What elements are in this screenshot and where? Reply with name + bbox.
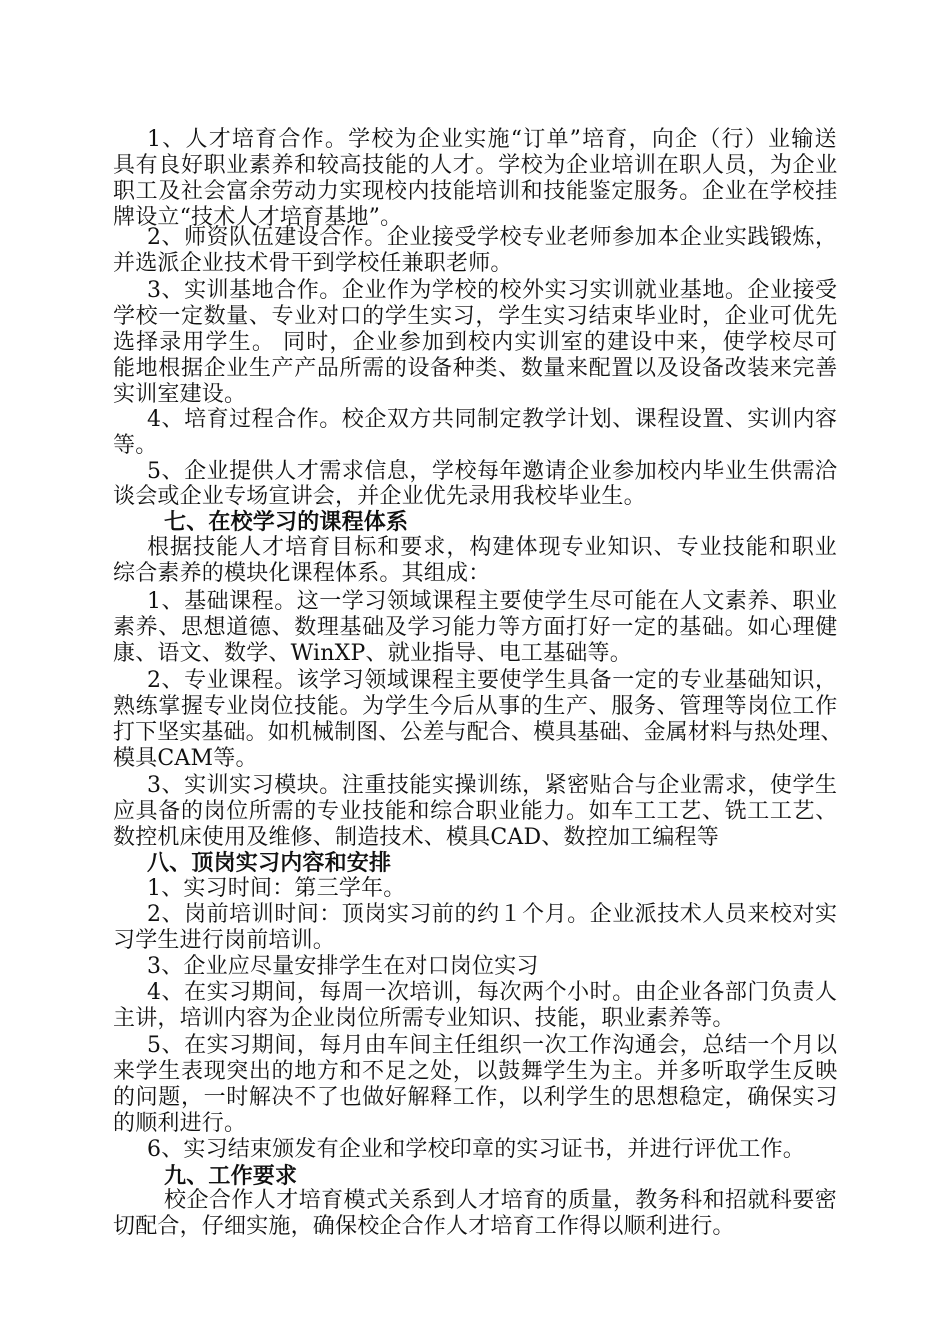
text-line: 应具备的岗位所需的专业技能和综合职业能力。如车工工艺、铣工工艺、 xyxy=(113,799,838,824)
text-line: 的问题，一时解决不了也做好解释工作，以利学生的思想稳定，确保实习 xyxy=(113,1085,838,1110)
text-line: 3、实训基地合作。企业作为学校的校外实习实训就业基地。企业接受 xyxy=(147,278,838,303)
text-line: 5、企业提供人才需求信息，学校每年邀请企业参加校内毕业生供需洽 xyxy=(147,459,838,484)
text-line: 打下坚实基础。如机械制图、公差与配合、模具基础、金属材料与热处理、 xyxy=(113,720,843,745)
text-line: 主讲，培训内容为企业岗位所需专业知识、技能，职业素养等。 xyxy=(113,1006,735,1031)
text-line: 能地根据企业生产产品所需的设备种类、数量来配置以及设备改装来完善 xyxy=(113,356,838,381)
text-line: 综合素养的模块化课程体系。其组成： xyxy=(113,561,491,586)
text-line: 学校一定数量、专业对口的学生实习，学生实习结束毕业时，企业可优先 xyxy=(113,304,838,329)
text-line: 1、人才培育合作。学校为企业实施“订单”培育，向企（行）业输送 xyxy=(147,127,838,152)
text-line: 校企合作人才培育模式关系到人才培育的质量，教务科和招就科要密 xyxy=(164,1188,838,1213)
text-line: 并选派企业技术骨干到学校任兼职老师。 xyxy=(113,251,513,276)
text-line: 3、实训实习模块。注重技能实操训练，紧密贴合与企业需求，使学生 xyxy=(147,773,838,798)
section-heading: 八、顶岗实习内容和安排 xyxy=(147,850,392,876)
text-line: 数控机床使用及维修、制造技术、模具CAD、数控加工编程等 xyxy=(113,825,719,850)
text-line: 4、培育过程合作。校企双方共同制定教学计划、课程设置、实训内容 xyxy=(147,407,838,432)
text-line: 康、语文、数学、WinXP、就业指导、电工基础等。 xyxy=(113,641,632,666)
text-line: 选择录用学生。 同时，企业参加到校内实训室的建设中来，使学校尽可 xyxy=(113,330,839,355)
text-line: 3、企业应尽量安排学生在对口岗位实习 xyxy=(147,954,539,979)
text-line: 切配合，仔细实施，确保校企合作人才培育工作得以顺利进行。 xyxy=(113,1214,735,1239)
text-line: 1、实习时间：第三学年。 xyxy=(147,876,406,901)
text-line: 5、在实习期间，每月由车间主任组织一次工作沟通会，总结一个月以 xyxy=(147,1033,838,1058)
text-line: 等。 xyxy=(113,433,158,458)
text-line: 根据技能人才培育目标和要求，构建体现专业知识、专业技能和职业 xyxy=(147,535,838,560)
text-line: 4、在实习期间，每周一次培训，每次两个小时。由企业各部门负责人 xyxy=(147,980,838,1005)
text-line: 实训室建设。 xyxy=(113,382,247,407)
section-heading: 七、在校学习的课程体系 xyxy=(164,509,409,535)
text-line: 来学生表现突出的地方和不足之处，以鼓舞学生为主。并多听取学生反映 xyxy=(113,1059,838,1084)
text-line: 2、岗前培训时间：顶岗实习前的约１个月。企业派技术人员来校对实 xyxy=(147,902,838,927)
text-line: 模具CAM等。 xyxy=(113,746,258,771)
text-line: 具有良好职业素养和较高技能的人才。学校为企业培训在职人员，为企业 xyxy=(113,153,838,178)
text-line: 习学生进行岗前培训。 xyxy=(113,928,336,953)
text-line: 6、实习结束颁发有企业和学校印章的实习证书，并进行评优工作。 xyxy=(147,1137,805,1162)
text-line: 素养、思想道德、数理基础及学习能力等方面打好一定的基础。如心理健 xyxy=(113,615,838,640)
text-line: 谈会或企业专场宣讲会，并企业优先录用我校毕业生。 xyxy=(113,484,646,509)
text-line: 牌设立“技术人才培育基地”。 xyxy=(113,205,403,230)
text-line: 2、专业课程。该学习领域课程主要使学生具备一定的专业基础知识， xyxy=(147,668,838,693)
text-line: 熟练掌握专业岗位技能。为学生今后从事的生产、服务、管理等岗位工作 xyxy=(113,694,838,719)
text-line: 的顺利进行。 xyxy=(113,1111,247,1136)
section-heading: 九、工作要求 xyxy=(164,1163,298,1189)
text-line: 2、师资队伍建设合作。企业接受学校专业老师参加本企业实践锻炼， xyxy=(147,225,838,250)
text-line: 1、基础课程。这一学习领域课程主要使学生尽可能在人文素养、职业 xyxy=(147,589,838,614)
text-line: 职工及社会富余劳动力实现校内技能培训和技能鉴定服务。企业在学校挂 xyxy=(113,179,838,204)
